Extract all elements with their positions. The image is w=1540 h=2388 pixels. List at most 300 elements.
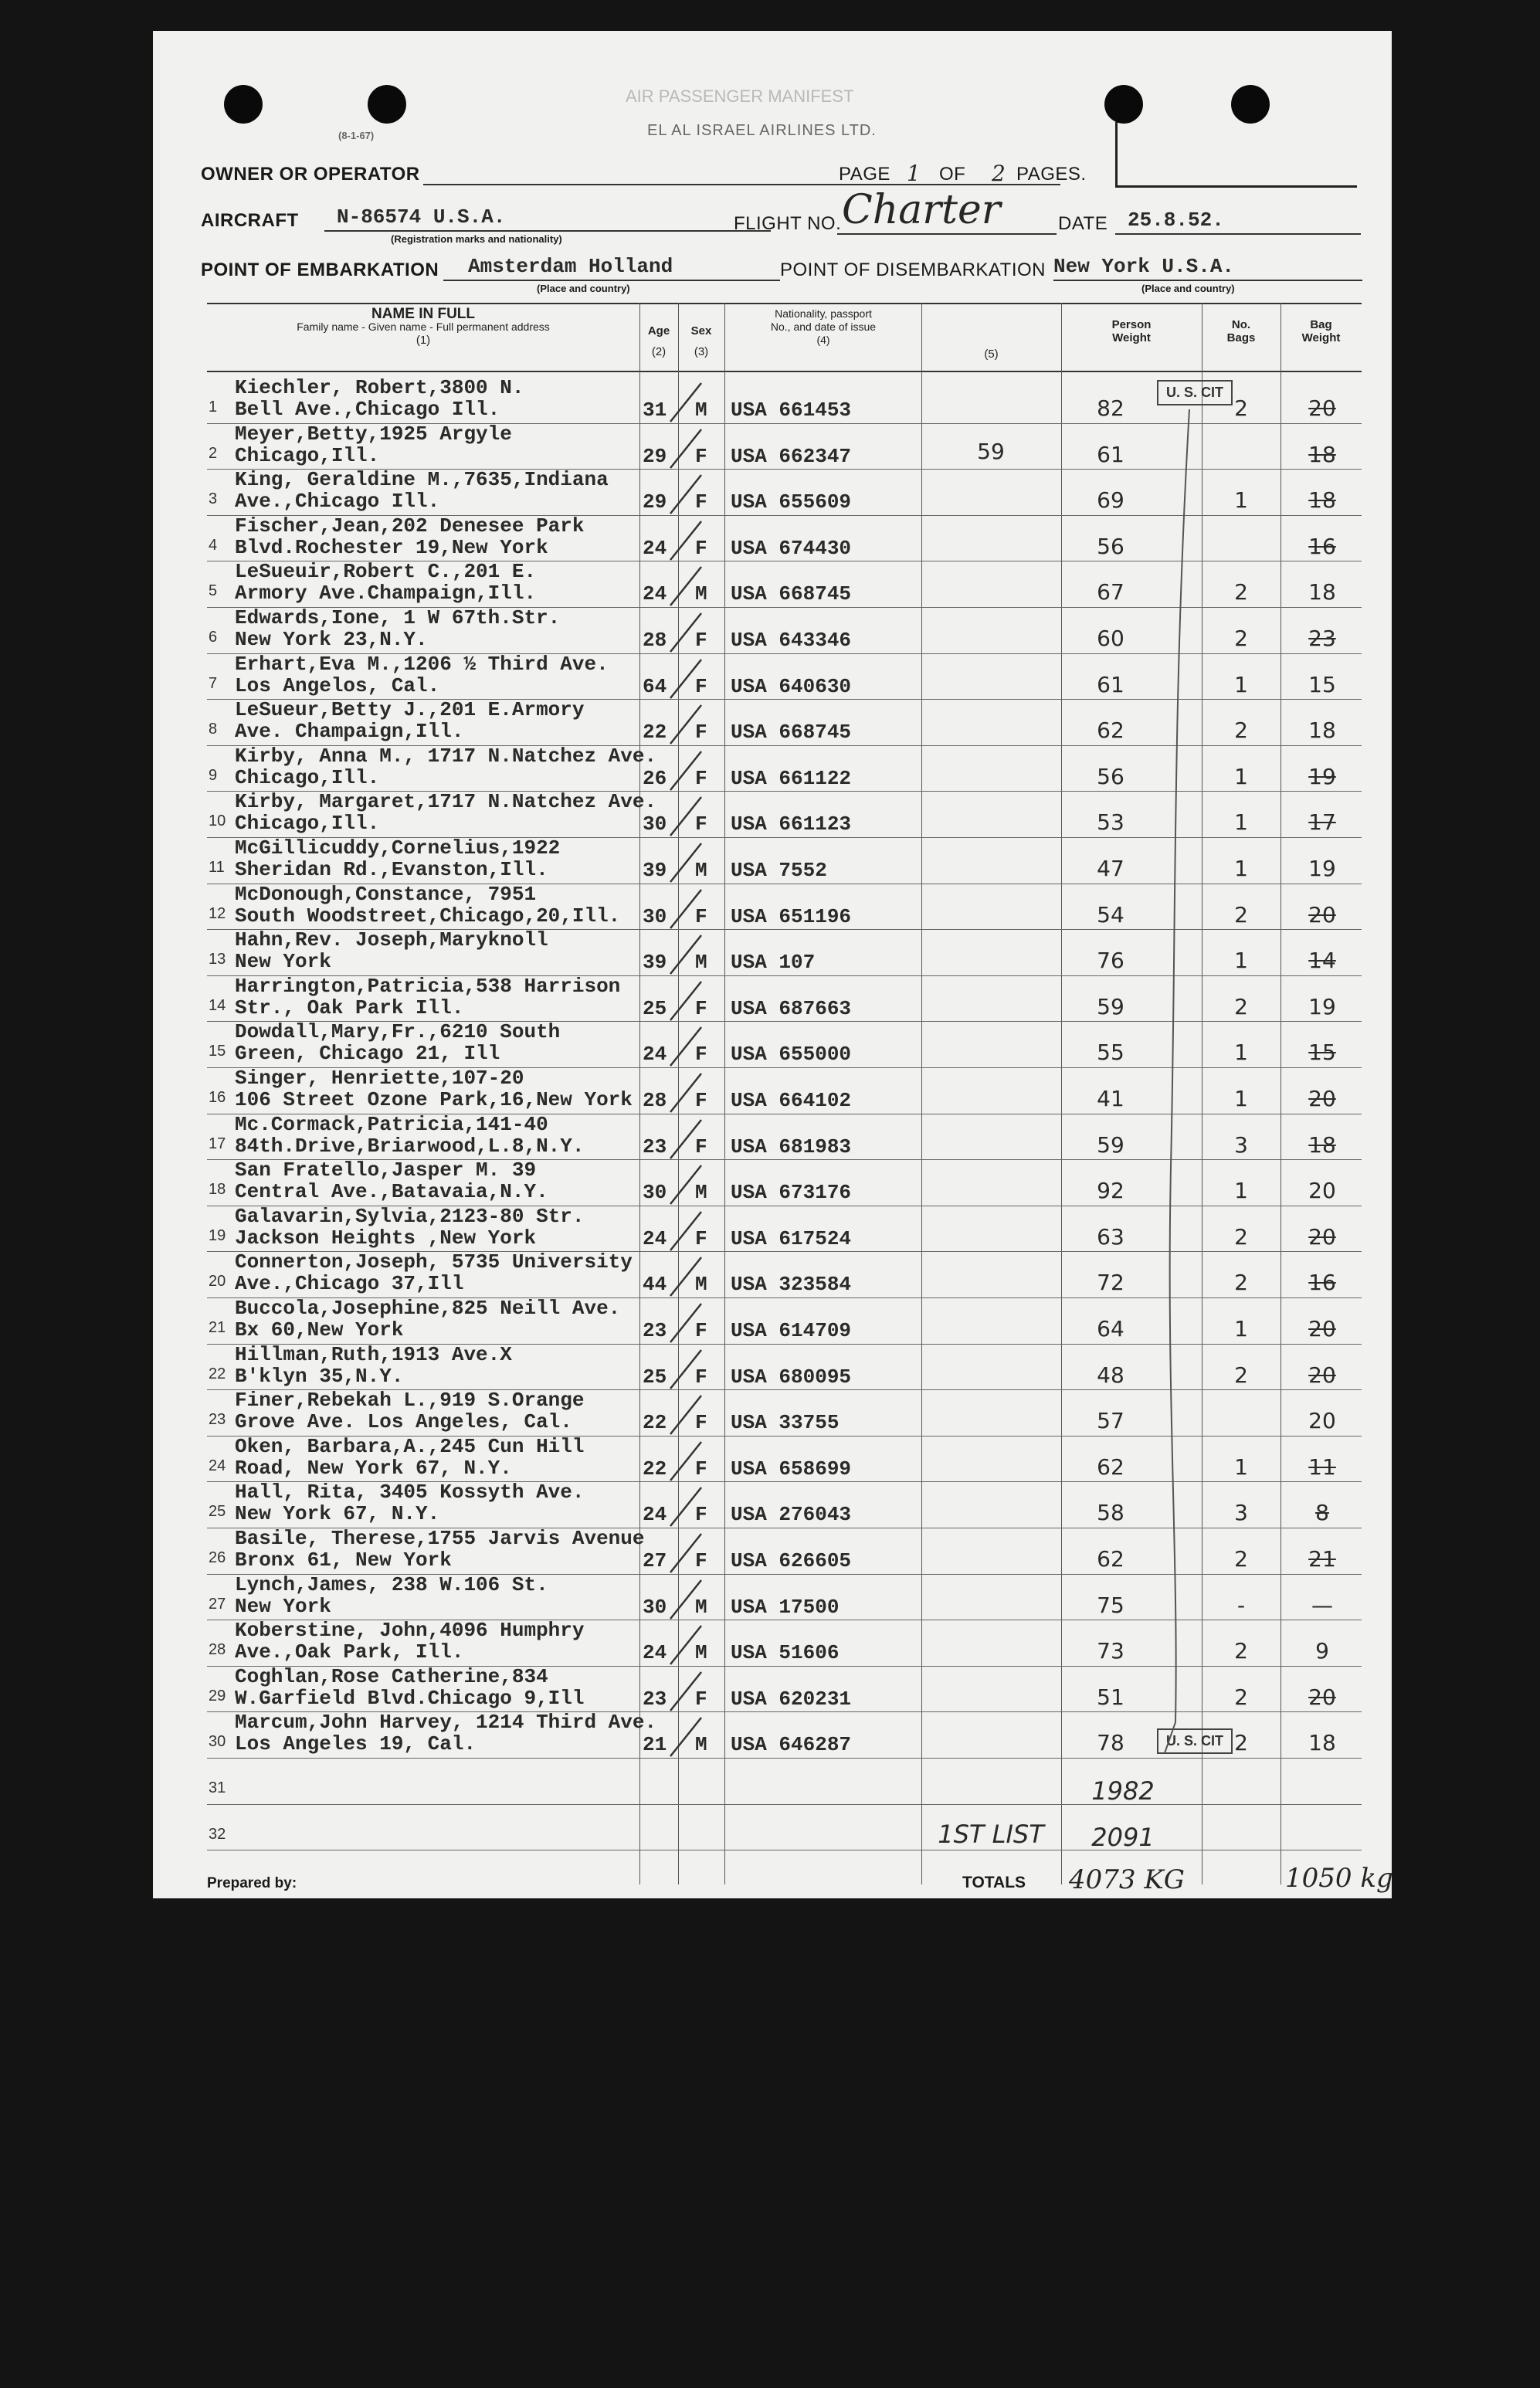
row-number: 26 [209, 1549, 226, 1566]
row-number: 25 [209, 1503, 226, 1521]
bags-cell: 1 [1234, 1316, 1248, 1342]
name-line-1: Finer,Rebekah L.,919 S.Orange [235, 1389, 585, 1413]
bag-weight-cell: 23 [1308, 626, 1336, 651]
table-row [153, 837, 1392, 884]
bags-cell: 1 [1234, 763, 1248, 789]
sex-cell: F [695, 1457, 707, 1481]
aircraft-value: N-86574 U.S.A. [337, 205, 506, 229]
table-row [153, 515, 1392, 561]
bags-cell: 2 [1234, 579, 1248, 605]
passport-cell: USA 655000 [731, 1043, 852, 1067]
name-line-1: King, Geraldine M.,7635,Indiana [235, 468, 609, 492]
bags-cell: 2 [1234, 901, 1248, 928]
age-cell: 28 [643, 629, 667, 652]
name-line-2: Ave.,Oak Park, Ill. [235, 1640, 464, 1664]
weight-cell: 61 [1097, 671, 1124, 697]
date-value: 25.8.52. [1128, 209, 1224, 232]
bag-weight-cell: 20 [1308, 1362, 1336, 1388]
name-line-2: New York 67, N.Y. [235, 1502, 440, 1526]
weight-cell: 64 [1097, 1316, 1124, 1342]
age-cell: 44 [643, 1273, 667, 1297]
age-check-mark [664, 748, 711, 795]
row-number: 8 [209, 721, 218, 738]
age-cell: 29 [643, 444, 667, 468]
name-line-2: Sheridan Rd.,Evanston,Ill. [235, 858, 548, 881]
age-cell: 21 [643, 1733, 667, 1757]
bag-weight-cell: 19 [1308, 856, 1336, 881]
table-row [153, 791, 1392, 837]
passport-cell: USA 33755 [731, 1411, 840, 1435]
bags-cell: 2 [1234, 1684, 1248, 1710]
age-cell: 24 [643, 582, 667, 606]
name-line-2: Blvd.Rochester 19,New York [235, 535, 548, 559]
name-line-1: Koberstine, John,4096 Humphry [235, 1619, 585, 1643]
row-number: 1 [209, 399, 218, 416]
age-check-mark [664, 656, 711, 703]
passport-cell: USA 614709 [731, 1319, 852, 1342]
bags-cell: 1 [1234, 671, 1248, 697]
row-number: 13 [209, 951, 226, 968]
passport-cell: USA 658699 [731, 1457, 852, 1481]
us-citizen-stamp: U. S. CIT [1157, 1728, 1233, 1754]
age-cell: 64 [643, 674, 667, 698]
name-line-1: Hall, Rita, 3405 Kossyth Ave. [235, 1481, 585, 1504]
sex-cell: F [695, 1043, 707, 1067]
us-citizen-stamp: U. S. CIT [1157, 380, 1233, 405]
passport-cell: USA 668745 [731, 582, 852, 606]
bag-weight-cell: 18 [1308, 441, 1336, 467]
pages-label: PAGES. [1016, 164, 1087, 185]
row-number: 17 [209, 1135, 226, 1152]
weight-cell: 59 [1097, 1131, 1124, 1158]
embarkation-note: (Place and country) [537, 283, 630, 294]
bags-cell: 1 [1234, 948, 1248, 974]
sex-cell: F [695, 1089, 707, 1112]
sex-cell: F [695, 1687, 707, 1711]
age-check-mark [664, 794, 711, 840]
name-line-2: Grove Ave. Los Angeles, Cal. [235, 1410, 572, 1434]
passport-cell: USA 661453 [731, 399, 852, 422]
bag-weight-cell: — [1311, 1592, 1333, 1618]
age-check-mark [664, 932, 711, 979]
row-number: 15 [209, 1043, 226, 1060]
name-line-2: New York [235, 1594, 331, 1618]
sex-cell: F [695, 490, 707, 514]
bags-cell: 1 [1234, 1086, 1248, 1111]
age-check-mark [664, 426, 711, 473]
bag-weight-cell: 16 [1308, 1270, 1336, 1296]
passport-cell: USA 107 [731, 951, 816, 975]
row-number: 7 [209, 674, 218, 692]
weight-cell: 73 [1097, 1638, 1124, 1664]
age-cell: 24 [643, 536, 667, 560]
passport-cell: USA 620231 [731, 1687, 852, 1711]
table-row [153, 975, 1392, 1022]
bags-cell: 1 [1234, 809, 1248, 836]
date-label: DATE [1058, 213, 1108, 234]
sex-cell: F [695, 1319, 707, 1342]
bags-cell: 2 [1234, 993, 1248, 1019]
bags-cell: 2 [1234, 1223, 1248, 1250]
age-check-mark [664, 472, 711, 518]
passport-cell: USA 17500 [731, 1595, 840, 1619]
row-number: 28 [209, 1641, 226, 1659]
name-line-1: Coghlan,Rose Catherine,834 [235, 1664, 548, 1688]
name-line-1: Marcum,John Harvey, 1214 Third Ave. [235, 1711, 657, 1735]
bag-weight-cell: 18 [1308, 579, 1336, 605]
manifest-title: AIR PASSENGER MANIFEST [626, 86, 854, 106]
passport-cell: USA 674430 [731, 536, 852, 560]
age-cell: 26 [643, 766, 667, 790]
table-row [153, 1021, 1392, 1067]
row-number: 24 [209, 1457, 226, 1474]
row-number: 30 [209, 1733, 226, 1751]
bags-cell: - [1236, 1592, 1246, 1618]
name-line-2: Chicago,Ill. [235, 443, 380, 467]
table-row [153, 1481, 1392, 1528]
weight-cell: 55 [1097, 1040, 1124, 1066]
sex-cell: F [695, 904, 707, 928]
bag-weight-cell: 20 [1308, 1316, 1336, 1342]
sex-cell: F [695, 766, 707, 790]
bags-cell: 1 [1234, 487, 1248, 514]
age-cell: 25 [643, 996, 667, 1020]
weight-cell: 41 [1097, 1086, 1124, 1111]
name-line-2: Green, Chicago 21, Ill [235, 1042, 500, 1066]
table-row [153, 377, 1392, 423]
col-bags-header: No. Bags [1226, 318, 1256, 344]
row-number: 29 [209, 1687, 226, 1705]
passport-cell: USA 687663 [731, 996, 852, 1020]
name-line-1: Lynch,James, 238 W.106 St. [235, 1572, 548, 1596]
name-line-1: Edwards,Ione, 1 W 67th.Str. [235, 606, 561, 629]
age-cell: 29 [643, 490, 667, 514]
prepared-by-label: Prepared by: [207, 1875, 297, 1891]
table-row [153, 884, 1392, 930]
bags-cell: 2 [1234, 395, 1248, 421]
name-line-2: 84th.Drive,Briarwood,L.8,N.Y. [235, 1134, 585, 1158]
table-row [153, 1344, 1392, 1390]
sex-cell: M [695, 1641, 707, 1665]
row-number: 18 [209, 1181, 226, 1199]
table-row [153, 1206, 1392, 1252]
bag-weight-cell: 18 [1308, 1730, 1336, 1756]
airline-name: EL AL ISRAEL AIRLINES LTD. [647, 122, 877, 139]
name-line-1: Buccola,Josephine,825 Neill Ave. [235, 1297, 621, 1320]
sex-cell: F [695, 629, 707, 652]
weight-cell: 62 [1097, 1546, 1124, 1572]
name-line-1: Meyer,Betty,1925 Argyle [235, 422, 512, 446]
weight-cell: 76 [1097, 948, 1124, 974]
age-check-mark [664, 840, 711, 887]
row-number: 32 [209, 1825, 226, 1843]
name-line-1: McDonough,Constance, 7951 [235, 882, 537, 906]
weight-cell: 57 [1097, 1408, 1124, 1434]
weight-cell: 72 [1097, 1270, 1124, 1296]
aircraft-label: AIRCRAFT [201, 210, 299, 231]
age-cell: 25 [643, 1365, 667, 1389]
name-line-1: San Fratello,Jasper M. 39 [235, 1158, 537, 1182]
age-cell: 39 [643, 859, 667, 882]
bag-weight-cell: 8 [1315, 1500, 1329, 1526]
form-number: (8-1-67) [338, 130, 375, 141]
age-cell: 23 [643, 1135, 667, 1158]
table-row [153, 607, 1392, 653]
weight-cell: 82 [1097, 395, 1124, 421]
age-cell: 30 [643, 812, 667, 836]
aircraft-note: (Registration marks and nationality) [391, 233, 562, 245]
age-cell: 24 [643, 1503, 667, 1527]
sex-cell: M [695, 399, 707, 422]
weight-cell: 48 [1097, 1362, 1124, 1388]
total-weight: 4073 KG [1069, 1864, 1185, 1895]
name-line-1: Galavarin,Sylvia,2123-80 Str. [235, 1204, 585, 1228]
name-line-2: Jackson Heights ,New York [235, 1226, 537, 1250]
age-check-mark [664, 1117, 711, 1163]
sex-cell: M [695, 1595, 707, 1619]
embarkation-label: POINT OF EMBARKATION [201, 259, 439, 280]
row-number: 23 [209, 1411, 226, 1429]
bag-weight-cell: 19 [1308, 763, 1336, 789]
row-number: 5 [209, 582, 218, 600]
bags-cell: 3 [1234, 1131, 1248, 1158]
name-line-2: W.Garfield Blvd.Chicago 9,Ill [235, 1686, 585, 1710]
bag-weight-cell: 20 [1308, 1684, 1336, 1710]
name-line-2: New York 23,N.Y. [235, 628, 428, 651]
name-line-1: Fischer,Jean,202 Denesee Park [235, 514, 585, 538]
page-number: 1 [907, 161, 921, 186]
age-check-mark [664, 702, 711, 748]
age-check-mark [664, 1209, 711, 1255]
age-cell: 22 [643, 1411, 667, 1435]
disembarkation-label: POINT OF DISEMBARKATION [780, 259, 1046, 280]
name-line-2: Los Angeles 19, Cal. [235, 1732, 477, 1756]
sex-cell: F [695, 444, 707, 468]
passport-cell: USA 668745 [731, 721, 852, 745]
sex-cell: M [695, 951, 707, 975]
name-line-1: Hahn,Rev. Joseph,Maryknoll [235, 928, 548, 952]
age-check-mark [664, 1669, 711, 1715]
row-number: 12 [209, 904, 226, 922]
bags-cell: 2 [1234, 1638, 1248, 1664]
age-check-mark [664, 380, 711, 426]
name-line-2: 106 Street Ozone Park,16,New York [235, 1088, 633, 1111]
age-check-mark [664, 1392, 711, 1439]
sex-cell: M [695, 1181, 707, 1205]
bags-cell: 2 [1234, 626, 1248, 651]
bag-weight-cell: 18 [1308, 487, 1336, 514]
flight-value: Charter [842, 187, 1001, 233]
bag-weight-cell: 15 [1308, 1040, 1336, 1066]
row-number: 9 [209, 766, 218, 784]
bag-weight-cell: 20 [1308, 1408, 1336, 1434]
page-label: PAGE [839, 164, 890, 185]
name-line-2: Chicago,Ill. [235, 765, 380, 789]
name-line-1: Kirby, Margaret,1717 N.Natchez Ave. [235, 790, 657, 814]
corner-mark [1115, 122, 1357, 188]
passport-cell: USA 664102 [731, 1089, 852, 1112]
passport-cell: USA 673176 [731, 1181, 852, 1205]
bags-cell: 1 [1234, 856, 1248, 881]
sex-cell: F [695, 1503, 707, 1527]
disembarkation-note: (Place and country) [1141, 283, 1235, 294]
passport-cell: USA 661123 [731, 812, 852, 836]
name-line-2: New York [235, 950, 331, 974]
age-check-mark [664, 610, 711, 656]
weight-cell: 62 [1097, 1453, 1124, 1480]
of-label: OF [939, 164, 966, 185]
name-line-2: Ave.,Chicago 37,Ill [235, 1272, 464, 1296]
pencil-check-line [1157, 394, 1203, 1776]
total-bags-weight: 1050 kg [1285, 1863, 1393, 1894]
passport-cell: USA 655609 [731, 490, 852, 514]
punch-hole-left-2 [368, 85, 406, 124]
col-5-header: (5) [984, 348, 999, 361]
age-check-mark [664, 1254, 711, 1301]
table-row [153, 745, 1392, 792]
bag-weight-cell: 15 [1308, 671, 1336, 697]
row-number: 21 [209, 1319, 226, 1336]
table-row [153, 1389, 1392, 1436]
age-cell: 30 [643, 1595, 667, 1619]
name-line-1: Erhart,Eva M.,1206 ½ Third Ave. [235, 652, 609, 676]
bags-cell: 2 [1234, 717, 1248, 744]
weight-cell: 53 [1097, 809, 1124, 836]
row-number: 16 [209, 1089, 226, 1106]
name-line-1: LeSueuir,Robert C.,201 E. [235, 560, 537, 584]
row-number: 2 [209, 444, 218, 462]
disembarkation-value: New York U.S.A. [1053, 255, 1235, 278]
punch-hole-right-1 [1104, 85, 1143, 124]
weight-cell: 54 [1097, 901, 1124, 928]
table-row [153, 1067, 1392, 1114]
owner-label: OWNER OR OPERATOR [201, 164, 420, 185]
passport-cell: USA 662347 [731, 444, 852, 468]
name-line-2: Los Angelos, Cal. [235, 673, 440, 697]
bag-weight-cell: 20 [1308, 1178, 1336, 1204]
sex-cell: M [695, 859, 707, 882]
bags-cell: 1 [1234, 1178, 1248, 1204]
passport-cell: USA 661122 [731, 766, 852, 790]
weight-cell: 1982 [1091, 1776, 1155, 1806]
name-line-1: Kiechler, Robert,3800 N. [235, 376, 524, 399]
table-row [153, 1804, 1392, 1850]
passport-cell: USA 323584 [731, 1273, 852, 1297]
weight-cell: 58 [1097, 1500, 1124, 1526]
table-row [153, 1620, 1392, 1666]
table-row [153, 561, 1392, 607]
weight-cell: 63 [1097, 1223, 1124, 1250]
bag-weight-cell: 20 [1308, 901, 1336, 928]
name-line-2: Central Ave.,Batavaia,N.Y. [235, 1180, 548, 1204]
passport-cell: USA 617524 [731, 1226, 852, 1250]
bags-cell: 1 [1234, 1453, 1248, 1480]
sex-cell: F [695, 674, 707, 698]
table-row [153, 469, 1392, 515]
col5-cell: 1ST LIST [938, 1819, 1044, 1849]
bag-weight-cell: 18 [1308, 717, 1336, 744]
bag-weight-cell: 14 [1308, 948, 1336, 974]
sex-cell: F [695, 812, 707, 836]
bag-weight-cell: 20 [1308, 395, 1336, 421]
row-number: 19 [209, 1226, 226, 1244]
bag-weight-cell: 18 [1308, 1131, 1336, 1158]
weight-cell: 61 [1097, 441, 1124, 467]
age-check-mark [664, 887, 711, 933]
bags-cell: 2 [1234, 1362, 1248, 1388]
bag-weight-cell: 19 [1308, 993, 1336, 1019]
sex-cell: M [695, 1733, 707, 1757]
passport-cell: USA 643346 [731, 629, 852, 652]
age-cell: 27 [643, 1549, 667, 1572]
table-row [153, 1528, 1392, 1574]
age-check-mark [664, 1439, 711, 1485]
punch-hole-right-2 [1231, 85, 1270, 124]
weight-cell: 78 [1097, 1730, 1124, 1756]
name-line-2: Chicago,Ill. [235, 812, 380, 836]
sex-cell: F [695, 1226, 707, 1250]
table-row [153, 1758, 1392, 1804]
weight-cell: 59 [1097, 993, 1124, 1019]
table-row [153, 1436, 1392, 1482]
sex-cell: M [695, 582, 707, 606]
table-row [153, 423, 1392, 470]
age-check-mark [664, 1623, 711, 1669]
punch-hole-left-1 [224, 85, 263, 124]
table-row [153, 1114, 1392, 1160]
manifest-page [153, 31, 1392, 1898]
age-check-mark [664, 979, 711, 1025]
name-line-1: Basile, Therese,1755 Jarvis Avenue [235, 1527, 645, 1550]
age-cell: 24 [643, 1641, 667, 1665]
sex-cell: F [695, 721, 707, 745]
bags-cell: 2 [1234, 1546, 1248, 1572]
row-number: 3 [209, 490, 218, 508]
name-line-2: B'klyn 35,N.Y. [235, 1364, 404, 1388]
sex-cell: F [695, 1135, 707, 1158]
name-line-2: Bronx 61, New York [235, 1548, 452, 1572]
table-row [153, 929, 1392, 975]
passport-cell: USA 646287 [731, 1733, 852, 1757]
name-line-1: Singer, Henriette,107-20 [235, 1067, 524, 1090]
age-cell: 23 [643, 1319, 667, 1342]
passport-cell: USA 680095 [731, 1365, 852, 1389]
weight-cell: 51 [1097, 1684, 1124, 1710]
passport-cell: USA 640630 [731, 674, 852, 698]
bags-cell: 3 [1234, 1500, 1248, 1526]
table-row [153, 699, 1392, 745]
age-cell: 31 [643, 399, 667, 422]
embarkation-value: Amsterdam Holland [468, 255, 673, 278]
name-line-1: Oken, Barbara,A.,245 Cun Hill [235, 1434, 585, 1458]
row-number: 4 [209, 536, 218, 554]
weight-cell: 62 [1097, 717, 1124, 744]
table-row [153, 1574, 1392, 1620]
bag-weight-cell: 20 [1308, 1223, 1336, 1250]
name-line-1: Harrington,Patricia,538 Harrison [235, 974, 621, 998]
age-cell: 24 [643, 1043, 667, 1067]
table-row [153, 1666, 1392, 1712]
age-cell: 22 [643, 1457, 667, 1481]
row-number: 22 [209, 1365, 226, 1382]
bag-weight-cell: 11 [1308, 1453, 1336, 1480]
bag-weight-cell: 21 [1308, 1546, 1336, 1572]
col5-cell: 59 [977, 438, 1005, 464]
age-check-mark [664, 1070, 711, 1117]
name-line-2: Armory Ave.Champaign,Ill. [235, 582, 537, 605]
name-line-2: South Woodstreet,Chicago,20,Ill. [235, 904, 621, 928]
passport-cell: USA 651196 [731, 904, 852, 928]
